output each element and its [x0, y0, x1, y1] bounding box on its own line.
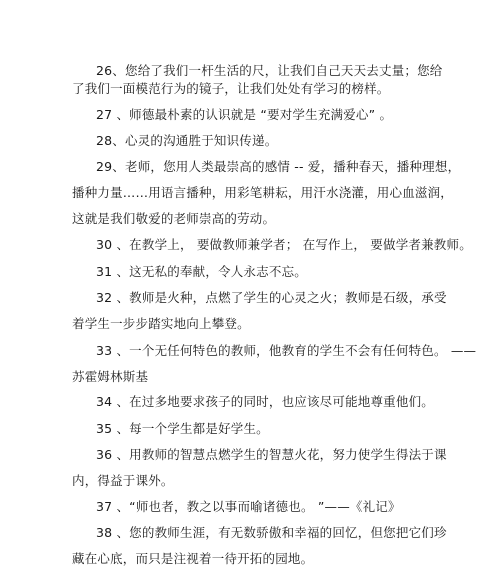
- quote-26-line-1: 26、您给了我们一杆生活的尺，让我们自己天天去丈量；您给: [96, 63, 443, 78]
- quote-37: 37 、“师也者，教之以事而喻诸德也。 ”——《礼记》: [96, 499, 401, 514]
- quote-33-line-2: 苏霍姆林斯基: [72, 369, 149, 384]
- quote-35: 35 、每一个学生都是好学生。: [96, 421, 269, 436]
- quote-36-line-1: 36 、用教师的智慧点燃学生的智慧火花，努力使学生得法于课: [96, 447, 447, 462]
- quote-26-line-2: 了我们一面模范行为的镜子，让我们处处有学习的榜样。: [72, 81, 390, 96]
- quote-36-line-2: 内，得益于课外。: [72, 473, 174, 488]
- quote-31: 31 、这无私的奉献，令人永志不忘。: [96, 264, 307, 279]
- quote-32-line-2: 着学生一步步踏实地向上攀登。: [72, 316, 250, 331]
- quote-34: 34 、在过多地要求孩子的同时，也应该尽可能地尊重他们。: [96, 394, 434, 409]
- quote-28: 28、心灵的沟通胜于知识传递。: [96, 133, 278, 148]
- quote-38-line-1: 38 、您的教师生涯，有无数骄傲和幸福的回忆，但您把它们珍: [96, 525, 447, 540]
- quote-27: 27 、师德最朴素的认识就是 “要对学生充满爱心” 。: [96, 107, 393, 122]
- quote-32-line-1: 32 、教师是火种，点燃了学生的心灵之火；教师是石级，承受: [96, 290, 447, 305]
- quote-29-line-1: 29、老师，您用人类最崇高的感情 -- 爱，播种春天，播种理想，: [96, 159, 461, 174]
- quote-30: 30 、在教学上， 要做教师兼学者； 在写作上， 要做学者兼教师。: [96, 237, 472, 252]
- quote-29-line-3: 这就是我们敬爱的老师崇高的劳动。: [72, 211, 276, 226]
- quote-38-line-2: 藏在心底，而只是注视着一待开拓的园地。: [72, 551, 314, 566]
- quote-33-line-1: 33 、一个无任何特色的教师，他教育的学生不会有任何特色。 ——: [96, 343, 477, 358]
- quote-29-line-2: 播种力量……用语言播种，用彩笔耕耘，用汗水浇灌，用心血滋润，: [72, 185, 454, 200]
